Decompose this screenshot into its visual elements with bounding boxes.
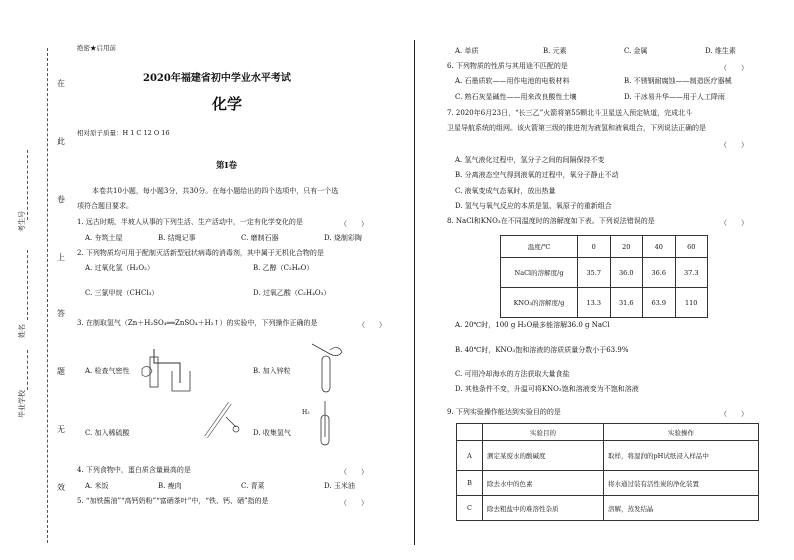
answer-paren: （ ） [340, 468, 368, 476]
q2-option-c: C. 三氯甲烷（CHCl₃） [85, 289, 159, 297]
table-cell: A [457, 441, 483, 471]
q3-option-d: D. 收集氢气 [253, 429, 291, 437]
experiment-table [456, 423, 759, 521]
table-cell: 31.6 [610, 288, 643, 318]
table-row [457, 471, 759, 496]
q5-option-d: D. 维生素 [705, 47, 736, 55]
q6-option-c: C. 熟石灰显碱性——用来改良酸性土壤 [455, 93, 577, 101]
name-line [27, 250, 28, 320]
q6-option-d: D. 干冰易升华——用于人工降雨 [624, 93, 725, 101]
q5-option-c: C. 金属 [624, 47, 648, 55]
q4-option-c: C. 青菜 [241, 482, 265, 490]
table-cell: C [457, 496, 483, 521]
column-divider [414, 40, 415, 545]
q1-option-d: D. 烧制彩陶 [324, 234, 362, 242]
table-header-cell: 60 [675, 236, 708, 258]
table-header-cell: 20 [610, 236, 643, 258]
question-3: 3. 在制取氢气（Zn＋H₂SO₄══ZnSO₄＋H₂↑）的实验中，下列操作正确的是 [77, 319, 318, 327]
answer-paren: （ ） [358, 321, 386, 329]
table-cell: 将水通过装有活性炭的净化装置 [604, 471, 759, 496]
table-header-cell [457, 424, 483, 441]
q8-option-a: A. 20℃时，100 g H₂O最多能溶解36.0 g NaCl [455, 321, 610, 329]
question-5: 5. “加铁酱油”“高钙奶粉”“富硒茶叶”中，“铁、钙、硒”指的是 [77, 497, 269, 505]
exam-title: 2020年福建省初中学业水平考试 [143, 73, 291, 84]
q5-option-b: B. 元素 [543, 47, 567, 55]
table-cell: 36.0 [610, 258, 643, 288]
table-cell: NaCl的溶解度/g [501, 258, 578, 288]
margin-char: 在 [57, 79, 65, 88]
table-header-cell: 实验目的 [483, 424, 604, 441]
answer-paren: （ ） [720, 141, 748, 149]
q8-option-c: C. 可用冷却海水的方法获取大量食盐 [455, 370, 570, 378]
q6-option-b: B. 不锈钢耐腐蚀——制造医疗器械 [624, 77, 732, 85]
answer-paren: （ ） [720, 410, 748, 418]
binding-line [47, 48, 48, 543]
margin-char: 无 [57, 425, 65, 434]
question-1: 1. 远古时期，半坡人从事的下列生活、生产活动中，一定有化学变化的是 [77, 218, 303, 226]
q3-option-b: B. 加入锌粒 [253, 367, 291, 375]
table-row [501, 258, 708, 288]
q2-option-a: A. 过氧化氢（H₂O₂） [85, 264, 154, 272]
question-7-line-1: 7. 2020年6月23日，“长三乙”火箭将第55颗北斗卫星送入预定轨道，完成北斗 [447, 109, 693, 117]
candidate-number-label: 考生号 [18, 211, 26, 232]
q7-option-b: B. 分离液态空气得到液氧的过程中，氧分子静止不动 [455, 171, 619, 179]
secret-label: 绝密★启用前 [77, 44, 116, 52]
margin-char: 题 [57, 367, 65, 376]
question-8: 8. NaCl和KNO₃在不同温度时的溶解度如下表。下列说法错误的是 [447, 217, 655, 225]
answer-paren: （ ） [720, 219, 748, 227]
table-cell: B [457, 471, 483, 496]
school-line [27, 350, 28, 390]
table-row [457, 496, 759, 521]
table-cell: 37.3 [675, 258, 708, 288]
table-cell: 除去水中的色素 [483, 471, 604, 496]
solubility-table [500, 235, 708, 318]
add-acid-figure [196, 397, 246, 447]
margin-char: 答 [57, 309, 65, 318]
question-6: 6. 下列物质的性质与其用途不匹配的是 [447, 62, 568, 70]
q1-option-a: A. 夯筑土屋 [85, 234, 123, 242]
school-label: 毕业学校 [18, 390, 26, 418]
q6-option-a: A. 石墨质软——用作电池的电极材料 [455, 77, 570, 85]
margin-char: 效 [57, 483, 65, 492]
instructions-line-2: 项符合题目要求。 [77, 202, 133, 210]
atomic-mass-line: 相对原子质量：H 1 C 12 O 16 [77, 129, 170, 137]
table-cell: 110 [675, 288, 708, 318]
table-cell: 36.6 [643, 258, 676, 288]
section-title: 第Ⅰ卷 [216, 161, 237, 171]
q4-option-a: A. 米饭 [85, 482, 109, 490]
q1-option-b: B. 结绳记事 [158, 234, 196, 242]
table-header-cell: 0 [578, 236, 611, 258]
q8-option-b: B. 40℃时，KNO₃饱和溶液的溶质质量分数小于63.9% [455, 346, 629, 354]
candidate-number-line [27, 150, 28, 220]
q2-option-b: B. 乙醇（C₂H₆O） [253, 264, 314, 272]
q4-option-b: B. 瘦肉 [158, 482, 182, 490]
collect-hydrogen-figure [305, 397, 345, 447]
name-label: 姓名 [18, 324, 26, 338]
margin-char: 此 [57, 137, 65, 146]
q7-option-a: A. 氢气液化过程中，氢分子之间的间隔保持不变 [455, 156, 605, 164]
table-cell: 取样，将湿润的pH试纸浸入样品中 [604, 441, 759, 471]
table-row [501, 288, 708, 318]
table-cell: KNO₃的溶解度/g [501, 288, 578, 318]
table-header-cell: 实验操作 [604, 424, 759, 441]
question-4: 4. 下列食物中，蛋白质含量最高的是 [77, 466, 191, 474]
q1-option-c: C. 磨制石器 [241, 234, 279, 242]
q5-option-a: A. 单质 [455, 47, 479, 55]
airtightness-check-figure [140, 343, 200, 393]
add-zinc-figure [308, 340, 348, 395]
instructions-line-1: 本卷共10小题，每小题3分，共30分。在每小题给出的四个选项中，只有一个选 [92, 187, 339, 195]
table-cell: 溶解，蒸发结晶 [604, 496, 759, 521]
q2-option-d: D. 过氧乙酸（C₂H₄O₃） [253, 289, 331, 297]
question-7-line-2: 卫星导航系统的组网。该火箭第三级的推进剂为液氢和液氧组合，下列说法正确的是 [447, 124, 706, 132]
table-cell: 除去粗盐中的难溶性杂质 [483, 496, 604, 521]
table-header-cell: 温度/℃ [501, 236, 578, 258]
table-cell: 63.9 [643, 288, 676, 318]
table-cell: 13.3 [578, 288, 611, 318]
h2-label: H₂ [302, 409, 310, 416]
q7-option-d: D. 氢气与氧气反应的本质是氢、氧原子的重新组合 [455, 202, 612, 210]
question-9: 9. 下列实验操作能达到实验目的的是 [447, 408, 561, 416]
margin-char: 卷 [57, 195, 65, 204]
subject-title: 化学 [212, 95, 243, 113]
table-cell: 35.7 [578, 258, 611, 288]
table-header-cell: 40 [643, 236, 676, 258]
answer-paren: （ ） [720, 64, 748, 72]
question-2: 2. 下列物质均可用于配制灭活新型冠状病毒的消毒剂，其中属于无机化合物的是 [77, 249, 324, 257]
answer-paren: （ ） [340, 499, 368, 507]
answer-paren: （ ） [340, 220, 368, 228]
q8-option-d: D. 其他条件不变，升温可将KNO₃饱和溶液变为不饱和溶液 [455, 385, 639, 393]
table-cell: 测定某废水的酸碱度 [483, 441, 604, 471]
q7-option-c: C. 液氧变成气态氧时，放出热量 [455, 187, 556, 195]
table-row [457, 441, 759, 471]
margin-char: 上 [57, 253, 65, 262]
q3-option-c: C. 加入稀硫酸 [85, 429, 130, 437]
q3-option-a: A. 检查气密性 [85, 367, 130, 375]
q4-option-d: D. 玉米油 [324, 482, 355, 490]
